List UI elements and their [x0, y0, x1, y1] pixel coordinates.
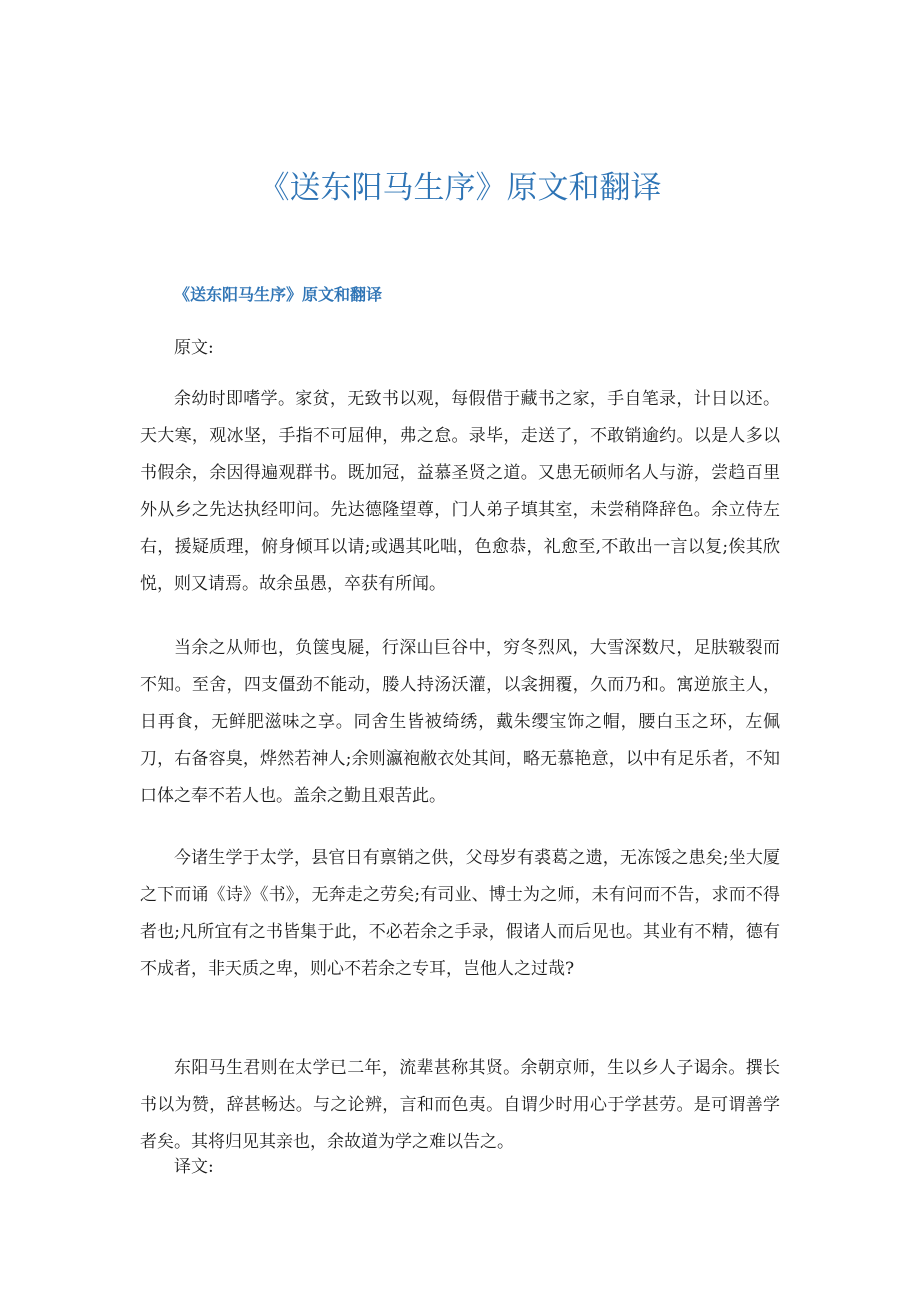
section-heading: 《送东阳马生序》原文和翻译 — [174, 285, 383, 304]
paragraph-2: 当余之从师也，负箧曳屣，行深山巨谷中，穷冬烈风，大雪深数尺，足肤皲裂而不知。至舍，四支僵劲不能动，媵人持汤沃灌，以衾拥覆，久而乃和。寓逆旅主人，日再食，无鲜肥滋味之享。同舍生皆被绮绣，戴朱缨宝饰之帽，腰白玉之环，左佩刀，右备容臭，烨然若神人;余则瀛袍敝衣处其间，略无慕艳意，以中有足乐者，不知口体之奉不若人也。盖余之勤且艰苦此。 — [140, 638, 780, 806]
translation-label: 译文: — [174, 1157, 214, 1177]
paragraph-1: 余幼时即嗜学。家贫，无致书以观，每假借于藏书之家，手自笔录，计日以还。天大寒，观冰坚，手指不可屈伸，弗之怠。录毕，走送了，不敢销逾约。以是人多以书假余，余因得遍观群书。既加冠，益慕圣贤之道。又患无硕师名人与游，尝趋百里外从乡之先达执经叩问。先达德隆望尊，门人弟子填其室，未尝稍降辞色。余立侍左右，援疑质理，俯身倾耳以请;或遇其叱咄，色愈恭，礼愈至,不敢出一言以复;俟其欣悦，则又请焉。故余虽愚，卒获有所闻。 — [140, 389, 780, 594]
paragraph-4: 东阳马生君则在太学已二年，流辈甚称其贤。余朝京师，生以乡人子谒余。撰长书以为赞，辞甚畅达。与之论辨，言和而色夷。自谓少时用心于学甚劳。是可谓善学者矣。其将归见其亲也，余故道为学之难以告之。 — [140, 1058, 780, 1152]
document-title: 《送东阳马生序》原文和翻译 — [258, 170, 662, 206]
paragraph-3: 今诸生学于太学，县官日有禀销之供，父母岁有裘葛之遗，无冻馁之患矣;坐大厦之下而诵《诗》《书》，无奔走之劳矣;有司业、博士为之师，未有问而不告，求而不得者也;凡所宜有之书皆集于此，不必若余之手录，假诸人而后见也。其业有不精，德有不成者，非天质之卑，则心不若余之专耳，岂他人之过哉? — [140, 848, 780, 979]
original-text-label: 原文: — [174, 338, 214, 358]
